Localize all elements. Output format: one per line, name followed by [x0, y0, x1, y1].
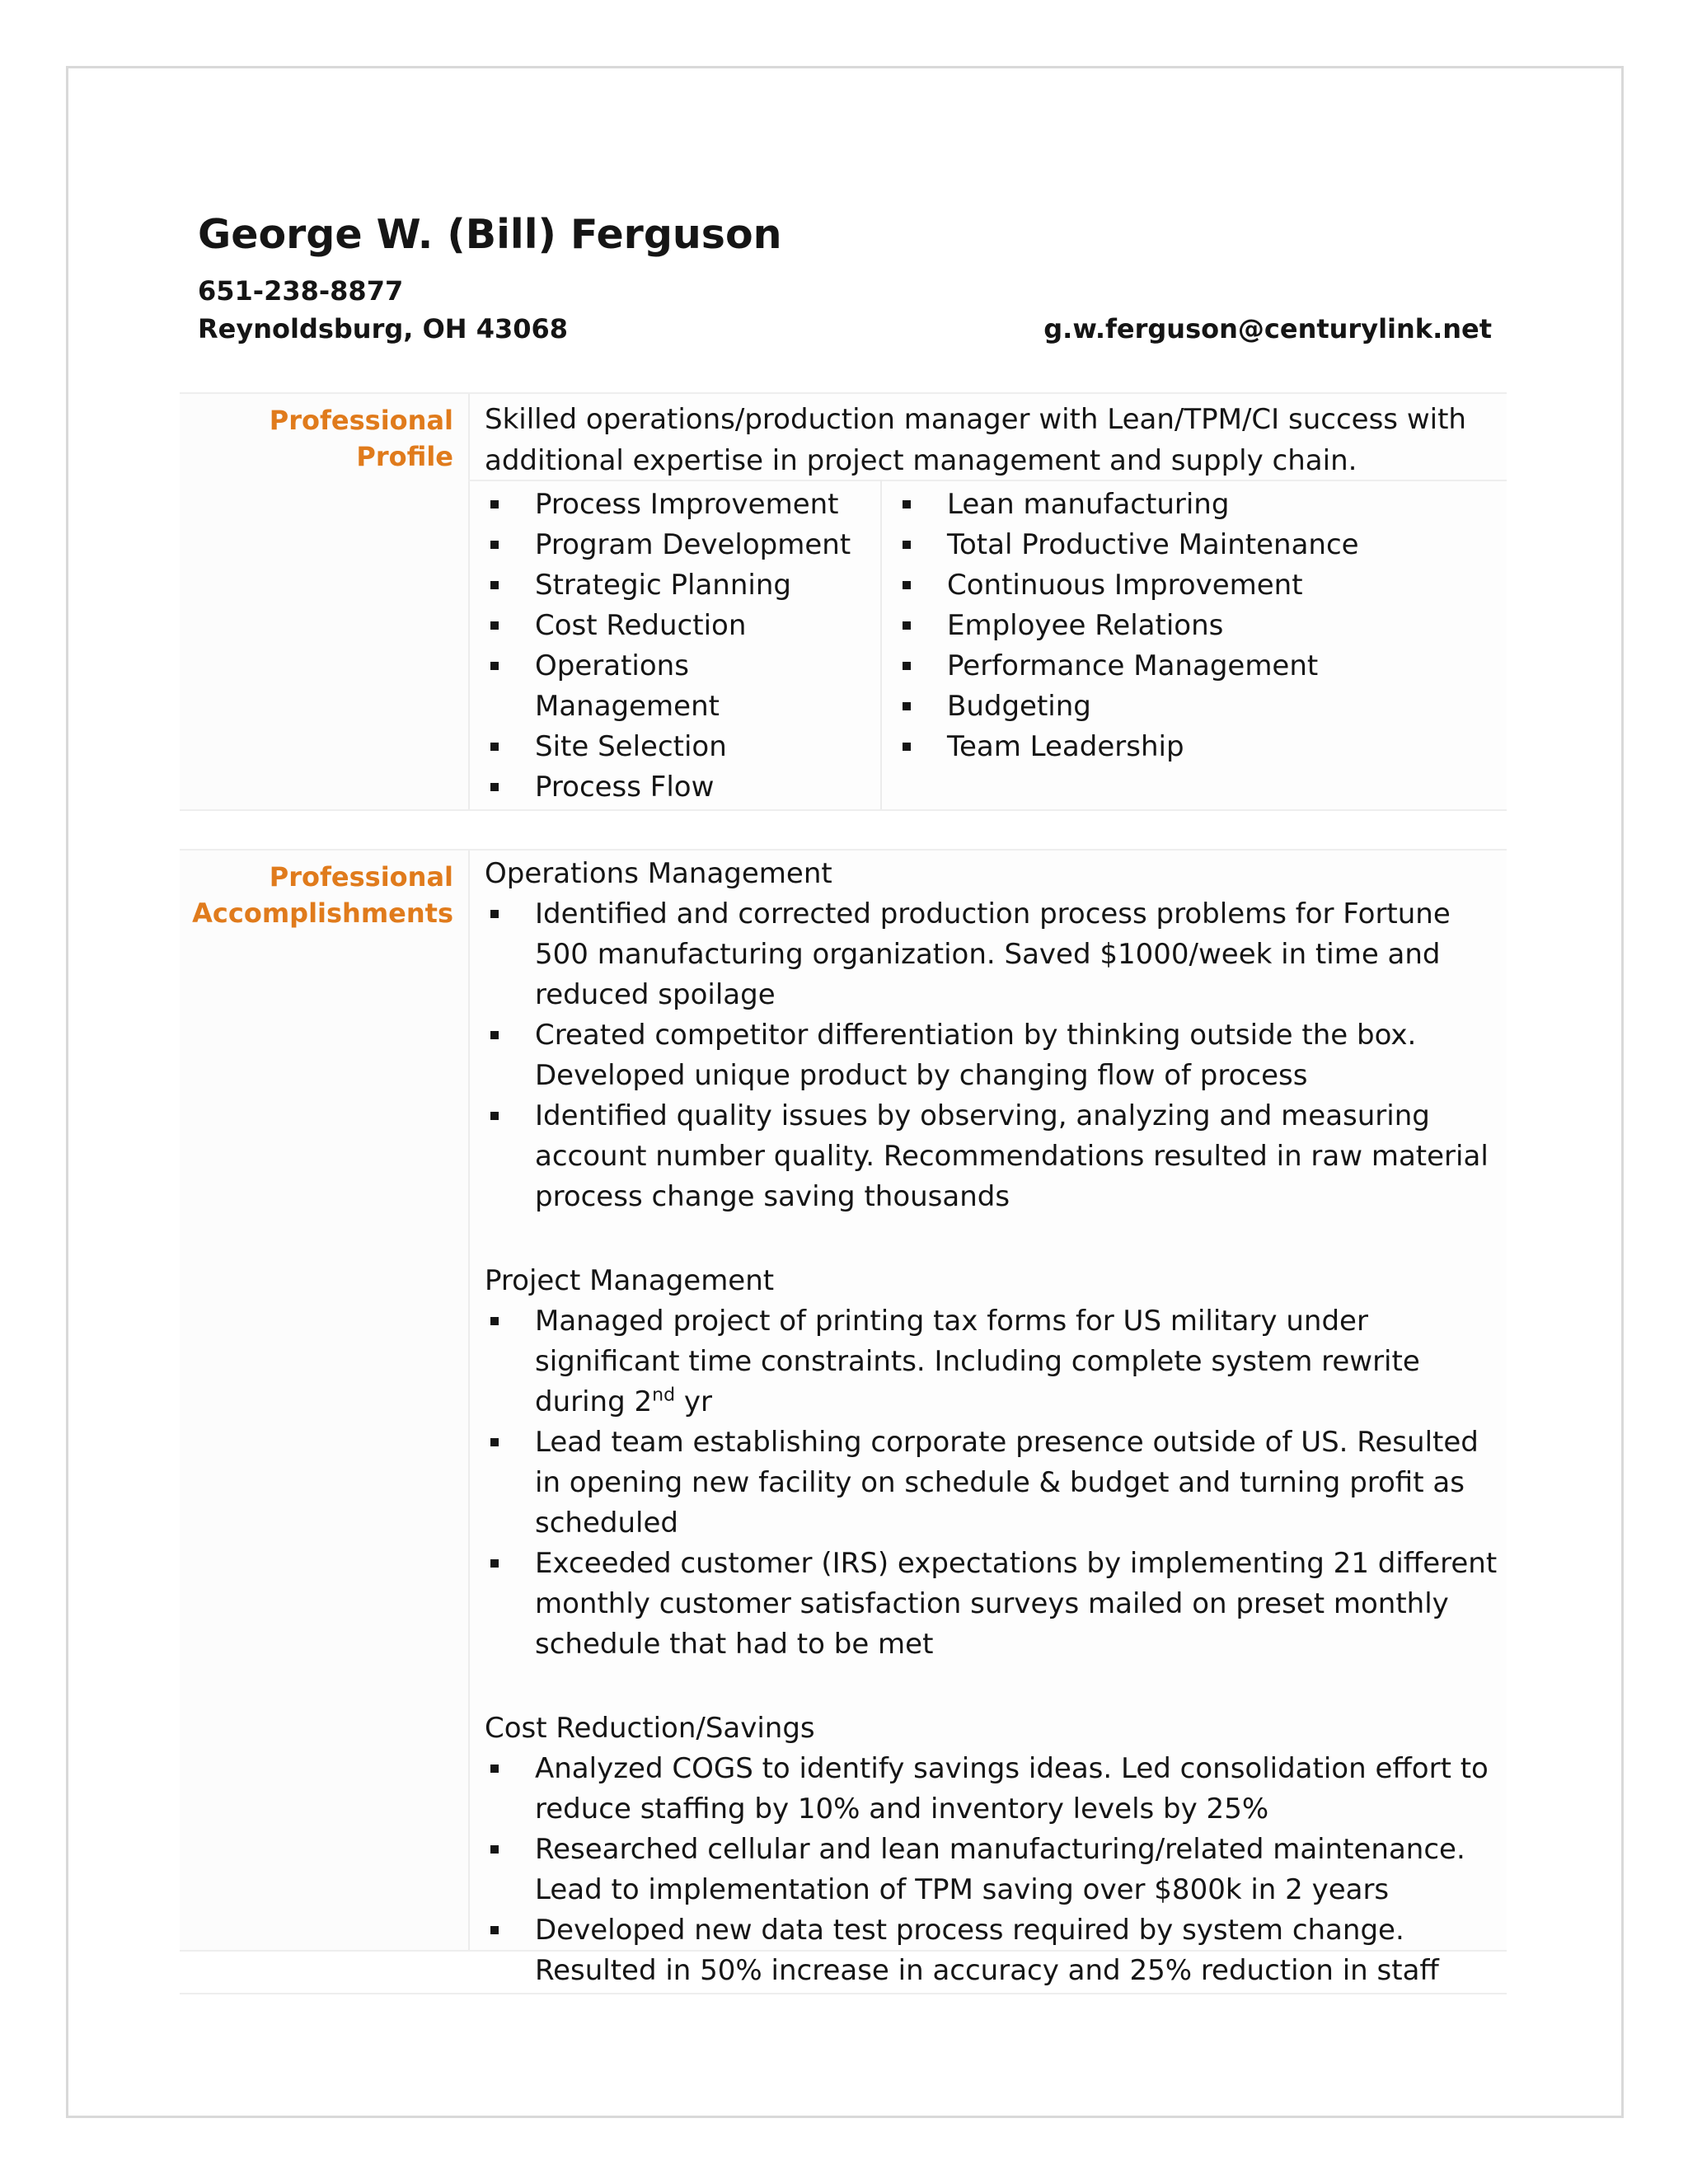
accomplishments-label-column [180, 851, 470, 1950]
divider [468, 480, 1507, 481]
skill-item: Total Productive Maintenance [897, 525, 1490, 565]
phone-number: 651-238-8877 [198, 275, 404, 307]
candidate-name: George W. (Bill) Ferguson [198, 211, 782, 258]
skill-item: Process Flow [485, 767, 872, 808]
divider [180, 1993, 1507, 1994]
profile-section [180, 392, 1507, 811]
accomplishments-body [485, 851, 1498, 2032]
accomplishment-item: Exceeded customer (IRS) expectations by implementing 21 different monthly customer satisfaction surveys mailed on preset monthly schedule that had to be met [485, 1544, 1498, 1665]
group-title: Cost Reduction/Savings [485, 1712, 815, 1745]
skill-item: Program Development [485, 525, 872, 565]
skill-item: Employee Relations [897, 606, 1490, 646]
skill-item: Operations Management [485, 646, 872, 727]
skills-list-left [485, 485, 872, 808]
group-title: Operations Management [485, 857, 832, 890]
accomplishment-group [485, 851, 1498, 1217]
ordinal-suffix: nd [652, 1385, 676, 1406]
accomplishment-item: Researched cellular and lean manufacturing/related maintenance. Lead to implementation of TPM saving over $800k in 2 years [485, 1830, 1498, 1910]
accomplishment-list [485, 1301, 1498, 1665]
profile-label-column [180, 394, 470, 809]
accomplishment-item: Lead team establishing corporate presence outside of US. Resulted in opening new facility on schedule & budget and turning profit as scheduled [485, 1422, 1498, 1544]
address: Reynoldsburg, OH 43068 [198, 313, 569, 344]
accomplishment-item: Developed new data test process required by system change. Resulted in 50% increase in accuracy and 25% reduction in staff [485, 1910, 1498, 1991]
accomplishment-list [485, 894, 1498, 1217]
accomplishment-item: Identified quality issues by observing, analyzing and measuring account number quality. Recommendations resulted in raw material process change saving thousands [485, 1096, 1498, 1217]
group-title: Project Management [485, 1264, 775, 1297]
accomplishment-item [485, 1301, 1498, 1422]
skill-item: Continuous Improvement [897, 565, 1490, 606]
label-line: Accomplishments [192, 898, 453, 929]
skill-item: Lean manufacturing [897, 485, 1490, 525]
accomplishment-item: Analyzed COGS to identify savings ideas. Led consolidation effort to reduce staffing by 10% and inventory levels by 25% [485, 1749, 1498, 1830]
item-text: Managed project of printing tax forms for US military under significant time constraints. Including complete system rewrite during 2 [535, 1305, 1420, 1418]
skill-item: Site Selection [485, 727, 872, 767]
accomplishment-list [485, 1749, 1498, 1991]
skill-item: Performance Management [897, 646, 1490, 687]
skill-item: Cost Reduction [485, 606, 872, 646]
accomplishment-item: Created competitor differentiation by thinking outside the box. Developed unique product by changing flow of process [485, 1015, 1498, 1096]
accomplishment-item: Identified and corrected production process problems for Fortune 500 manufacturing organization. Saved $1000/week in time and reduced spoilage [485, 894, 1498, 1015]
skill-item: Team Leadership [897, 727, 1490, 767]
item-text-tail: yr [675, 1385, 712, 1418]
accomplishments-section [180, 849, 1507, 1987]
skill-item: Strategic Planning [485, 565, 872, 606]
profile-section-label: Professional Profile [269, 405, 453, 472]
divider [880, 480, 882, 809]
accomplishments-section-label [192, 859, 453, 931]
skills-list-right [897, 485, 1490, 767]
skill-item: Process Improvement [485, 485, 872, 525]
accomplishment-group [485, 1258, 1498, 1665]
profile-summary: Skilled operations/production manager with Lean/TPM/CI success with additional expertise in project management and supply chain. [485, 403, 1466, 477]
accomplishment-group [485, 1705, 1498, 1991]
email-address: g.w.ferguson@centurylink.net [1043, 313, 1492, 344]
skill-item: Budgeting [897, 687, 1490, 727]
label-line: Professional [269, 861, 453, 893]
